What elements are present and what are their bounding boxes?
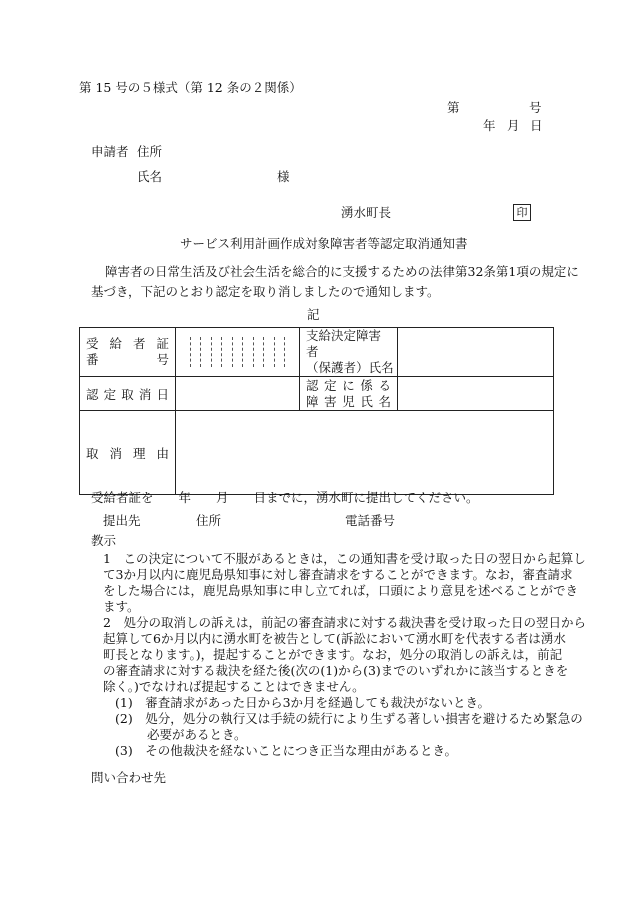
instruction-item1-line3: をした場合には，鹿児島県知事に申し立てれば，口頭により意見を述べることができ — [103, 583, 579, 598]
issuer-title: 湧水町長 — [341, 205, 392, 220]
beneficiary-name-field[interactable] — [398, 328, 554, 377]
label-char: 名 — [378, 393, 391, 409]
digit-box — [263, 337, 274, 367]
label-char: 定 — [324, 377, 337, 393]
instruction-item2-line4: の審査請求に対する裁決を経た後(次の(1)から(3)までのいずれかに該当するときを — [103, 663, 569, 678]
label-char: 番 — [86, 352, 99, 367]
instruction-item1-line2: て3か月以内に鹿児島県知事に対し審査請求をすることができます。なお，審査請求 — [103, 567, 573, 582]
digit-box — [180, 337, 190, 367]
instruction-item2-line1: 2 処分の取消しの訴えは，前記の審査請求に対する裁決書を受け取った日の翌日から — [103, 615, 586, 630]
digit-box — [211, 337, 222, 367]
cancellation-form-table — [79, 327, 554, 495]
instruction-item1-line4: ます。 — [103, 599, 140, 614]
label-char: 名 — [381, 360, 394, 375]
destination-label: 提出先 — [103, 513, 141, 528]
digit-box — [242, 337, 253, 367]
digit-box — [200, 337, 211, 367]
applicant-label: 申請者 — [91, 144, 129, 159]
label-char: 児 — [342, 393, 355, 409]
table-row-cancel-date — [80, 377, 554, 411]
label-char: 者 — [132, 336, 146, 351]
child-name-field[interactable] — [398, 377, 554, 411]
label-char: 認 — [306, 377, 319, 393]
digit-box — [221, 337, 232, 367]
form-code: 第 15 号の５様式（第 12 条の２関係） — [79, 80, 302, 95]
destination-phone-label: 電話番号 — [345, 513, 396, 528]
date-year: 年 — [483, 118, 496, 133]
label-char: 氏 — [360, 393, 373, 409]
certificate-number-label — [80, 328, 176, 377]
label-char: る — [378, 377, 391, 393]
label-char: 害 — [324, 393, 337, 409]
label-char: 由 — [156, 445, 169, 461]
label-char: 理 — [132, 445, 146, 461]
digit-box — [232, 337, 243, 367]
intro-line-2: 基づき，下記のとおり認定を取り消しましたので通知します。 — [91, 284, 440, 299]
instruction-item2-line2: 起算して6か月以内に湧水町を被告として(訴訟において湧水町を代表する者は湧水 — [103, 631, 566, 646]
table-row-reason — [80, 411, 554, 495]
instruction-item1-line1: 1 この決定について不服があるときは，この通知書を受け取った日の翌日から起算し — [103, 551, 586, 566]
instruction-sub2-line2: 必要があるとき。 — [147, 727, 247, 742]
label-char: 給 — [109, 336, 122, 351]
label-char: 消 — [109, 445, 122, 461]
label-char: 取 — [121, 386, 134, 402]
instruction-item2-line5: 除く。)でなければ提起することはできません。 — [103, 679, 365, 694]
child-name-label — [300, 377, 398, 411]
applicant-address-label: 住所 — [137, 144, 163, 159]
label-char: 護 — [331, 360, 344, 375]
digit-box — [274, 337, 285, 367]
number-label-dai: 第 — [447, 100, 460, 115]
instruction-item2-line3: 町長となります。)，提起することができます。なお，処分の取消しの訴えは，前記 — [103, 647, 563, 662]
label-char: 認 — [86, 386, 99, 402]
label-char: 号 — [156, 352, 169, 367]
inquiry-label: 問い合わせ先 — [91, 770, 167, 785]
instruction-sub3: (3) その他裁決を経ないことにつき正当な理由があるとき。 — [115, 743, 457, 758]
label-char: 日 — [156, 386, 169, 402]
label-char: 係 — [360, 377, 373, 393]
label-char: 障 — [306, 393, 319, 409]
destination-address-label: 住所 — [196, 513, 222, 528]
label-char: 者 — [343, 360, 357, 375]
intro-line-1: 障害者の日常生活及び社会生活を総合的に支援するための法律第32条第1項の規定に — [105, 264, 579, 279]
label-char: 氏 — [368, 360, 382, 375]
cancel-date-field[interactable] — [176, 377, 300, 411]
seal-box: 印 — [513, 204, 531, 221]
digit-box — [284, 337, 295, 367]
cancel-date-label — [80, 377, 176, 411]
table-row-certificate — [80, 328, 554, 377]
label-char: 受 — [86, 336, 99, 351]
label-char: 消 — [138, 386, 152, 402]
label-char: 証 — [156, 336, 169, 351]
instruction-heading: 教示 — [91, 533, 117, 548]
label-char: ） — [356, 360, 369, 375]
instruction-sub2-line1: (2) 処分，処分の執行又は手続の続行により生ずる著しい損害を避けるため緊急の — [115, 711, 583, 726]
cancel-reason-field[interactable] — [176, 411, 554, 495]
digit-box — [190, 337, 201, 367]
applicant-honorific: 様 — [277, 169, 290, 184]
submit-instruction: 受給者証を 年 月 日までに，湧水町に提出してください。 — [91, 490, 479, 505]
label-char: 保 — [318, 360, 332, 375]
label-char: に — [342, 377, 355, 393]
label-line: 支給決定障害者 — [306, 328, 382, 359]
label-char: （ — [306, 360, 319, 375]
label-char: 定 — [103, 386, 117, 402]
beneficiary-name-label — [300, 328, 398, 377]
date-month: 月 — [507, 118, 520, 133]
instruction-sub1: (1) 審査請求があった日から3か月を経過しても裁決がないとき。 — [115, 695, 491, 710]
applicant-name-label: 氏名 — [137, 169, 163, 184]
digit-box — [253, 337, 264, 367]
label-char: 取 — [86, 445, 99, 461]
cancel-reason-label — [80, 411, 176, 495]
number-label-go: 号 — [529, 100, 542, 115]
ki-heading: 記 — [307, 307, 320, 322]
certificate-number-field[interactable] — [176, 328, 300, 377]
date-day: 日 — [530, 118, 543, 133]
document-title: サービス利用計画作成対象障害者等認定取消通知書 — [180, 236, 468, 251]
